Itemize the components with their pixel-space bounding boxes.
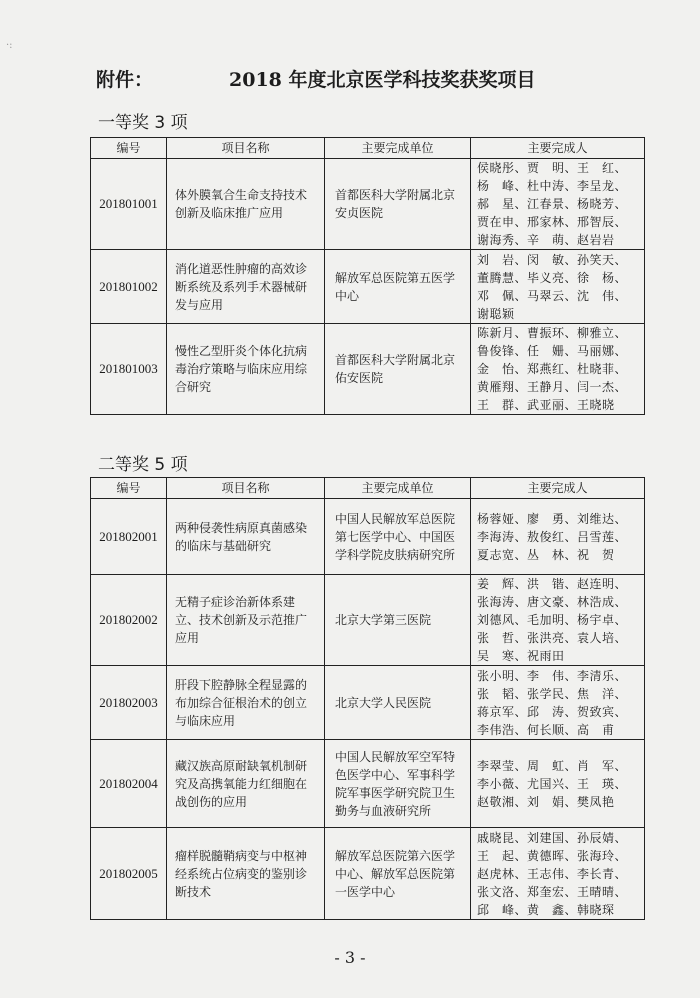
table-row [91,159,645,250]
table-row [91,250,645,324]
table-row [91,828,645,920]
column-header-unit: 主要完成单位 [325,138,471,159]
page-number: - 3 - [334,948,366,967]
table-row [91,324,645,415]
table-row [91,666,645,740]
project-unit: 北京大学人民医院 [325,666,471,740]
project-name: 体外膜氧合生命支持技术创新及临床推广应用 [167,159,325,250]
project-code: 201801001 [91,159,167,250]
project-unit: 中国人民解放军空军特色医学中心、军事科学院军事医学研究院卫生勤务与血液研究所 [325,740,471,828]
project-name: 肝段下腔静脉全程显露的布加综合征根治术的创立与临床应用 [167,666,325,740]
project-code: 201802001 [91,499,167,575]
project-code: 201802003 [91,666,167,740]
first-prize-table [90,137,645,415]
project-name: 慢性乙型肝炎个体化抗病毒治疗策略与临床应用综合研究 [167,324,325,415]
second-prize-table [90,477,645,920]
project-unit: 首都医科大学附属北京安贞医院 [325,159,471,250]
project-name: 消化道恶性肿瘤的高效诊断系统及系列手术器械研发与应用 [167,250,325,324]
scan-speck: ·: [6,40,13,51]
table-header-row [91,478,645,499]
project-name: 瘤样脱髓鞘病变与中枢神经系统占位病变的鉴别诊断技术 [167,828,325,920]
column-header-name: 项目名称 [167,138,325,159]
project-name: 无精子症诊治新体系建立、技术创新及示范推广应用 [167,575,325,666]
project-unit: 北京大学第三医院 [325,575,471,666]
project-code: 201802002 [91,575,167,666]
column-header-unit: 主要完成单位 [325,478,471,499]
column-header-name: 项目名称 [167,478,325,499]
first-prize-heading: 一等奖 3 项 [98,113,188,133]
project-code: 201801002 [91,250,167,324]
project-name: 藏汉族高原耐缺氧机制研究及高携氧能力红细胞在战创伤的应用 [167,740,325,828]
page-header [96,62,616,94]
table-header-row [91,138,645,159]
project-unit: 解放军总医院第六医学中心、解放军总医院第一医学中心 [325,828,471,920]
table-row [91,575,645,666]
project-persons: 李翠莹、周 虹、肖 军、 李小薇、尤国兴、王 瑛、 赵敬湘、刘 娟、樊凤艳 [471,740,645,828]
page-title: 2018 年度北京医学科技奖获奖项目 [229,68,536,91]
project-unit: 解放军总医院第五医学中心 [325,250,471,324]
project-persons: 张小明、李 伟、李清乐、 张 韬、张学民、焦 洋、 蒋京军、邱 涛、贺致宾、 李伟浩、何长顺、高 甫 [471,666,645,740]
project-code: 201802005 [91,828,167,920]
table-row [91,740,645,828]
project-persons: 戚晓昆、刘建国、孙辰婧、 王 起、黄德晖、张海玲、 赵虎林、王志伟、李长青、 张文洛、郑奎宏、王晴晴、 邱 峰、黄 鑫、韩晓琛 [471,828,645,920]
project-code: 201802004 [91,740,167,828]
project-name: 两种侵袭性病原真菌感染的临床与基础研究 [167,499,325,575]
project-persons: 侯晓彤、贾 明、王 红、 杨 峰、杜中涛、李呈龙、 郝 星、江春景、杨晓芳、 贾在申、邢家林、邢智辰、 谢海秀、辛 萌、赵岩岩 [471,159,645,250]
project-unit: 中国人民解放军总医院第七医学中心、中国医学科学院皮肤病研究所 [325,499,471,575]
project-code: 201801003 [91,324,167,415]
attachment-label: 附件： [96,68,154,91]
project-persons: 刘 岩、闵 敏、孙笑天、 董腾慧、毕义亮、徐 杨、 邓 佩、马翠云、沈 伟、 谢聪颖 [471,250,645,324]
project-persons: 杨蓉娅、廖 勇、刘维达、 李海涛、敖俊红、吕雪莲、 夏志宽、丛 林、祝 贺 [471,499,645,575]
column-header-persons: 主要完成人 [471,478,645,499]
project-persons: 姜 辉、洪 锴、赵连明、 张海涛、唐文豪、林浩成、 刘德风、毛加明、杨宇卓、 张 哲、张洪亮、袁人培、 吴 寒、祝雨田 [471,575,645,666]
column-header-code: 编号 [91,138,167,159]
column-header-code: 编号 [91,478,167,499]
second-prize-heading: 二等奖 5 项 [98,455,188,475]
project-persons: 陈新月、曹振环、柳雅立、 鲁俊锋、任 姗、马丽娜、 金 怡、郑燕红、杜晓菲、 黄雁翔、王静月、闫一杰、 王 群、武亚丽、王晓晓 [471,324,645,415]
table-row [91,499,645,575]
project-unit: 首都医科大学附属北京佑安医院 [325,324,471,415]
column-header-persons: 主要完成人 [471,138,645,159]
